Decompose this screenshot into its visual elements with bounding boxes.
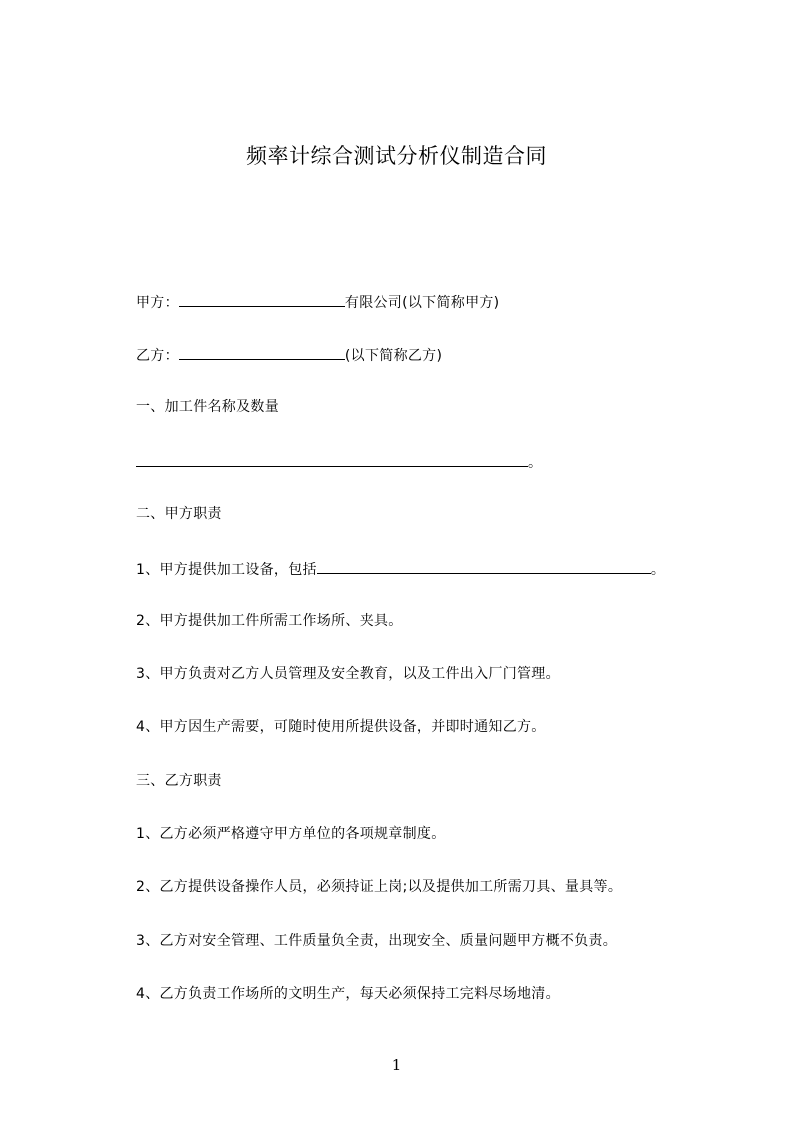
document-title: 频率计综合测试分析仪制造合同 [246, 144, 547, 168]
section-2-item-1 [136, 558, 665, 580]
section-3-item-3: 3、乙方对安全管理、工件质量负全责，出现安全、质量问题甲方概不负责。 [136, 933, 618, 949]
section-3-item-2: 2、乙方提供设备操作人员，必须持证上岗;以及提供加工所需刀具、量具等。 [136, 879, 623, 895]
section-2-item-1-text: 1、甲方提供加工设备，包括 [136, 562, 317, 578]
section-2-item-4: 4、甲方因生产需要，可随时使用所提供设备，并即时通知乙方。 [136, 719, 546, 735]
section-2-item-2: 2、甲方提供加工件所需工作场所、夹具。 [136, 613, 403, 629]
equipment-blank [317, 558, 651, 574]
section-3-item-4: 4、乙方负责工作场所的文明生产，每天必须保持工完料尽场地清。 [136, 986, 560, 1002]
workpiece-line [136, 451, 542, 473]
party-a-suffix: 有限公司(以下简称甲方) [344, 295, 500, 311]
workpiece-line-end: 。 [528, 455, 543, 471]
party-b-line [136, 344, 442, 366]
section-2-item-3: 3、甲方负责对乙方人员管理及安全教育，以及工件出入厂门管理。 [136, 666, 560, 682]
section-3-heading: 三、乙方职责 [136, 773, 222, 789]
party-b-label: 乙方： [136, 348, 179, 364]
party-a-label: 甲方： [136, 295, 179, 311]
section-1-heading: 一、加工件名称及数量 [136, 399, 279, 415]
party-a-line [136, 291, 499, 313]
section-2-item-1-end: 。 [650, 562, 666, 578]
workpiece-blank [136, 451, 528, 467]
party-b-name-blank [179, 344, 345, 360]
section-3-item-1: 1、乙方必须严格遵守甲方单位的各项规章制度。 [136, 826, 446, 842]
section-2-heading: 二、甲方职责 [136, 506, 222, 522]
party-a-name-blank [179, 291, 345, 307]
page-number: 1 [391, 1056, 402, 1074]
party-b-suffix: (以下简称乙方) [344, 348, 443, 364]
